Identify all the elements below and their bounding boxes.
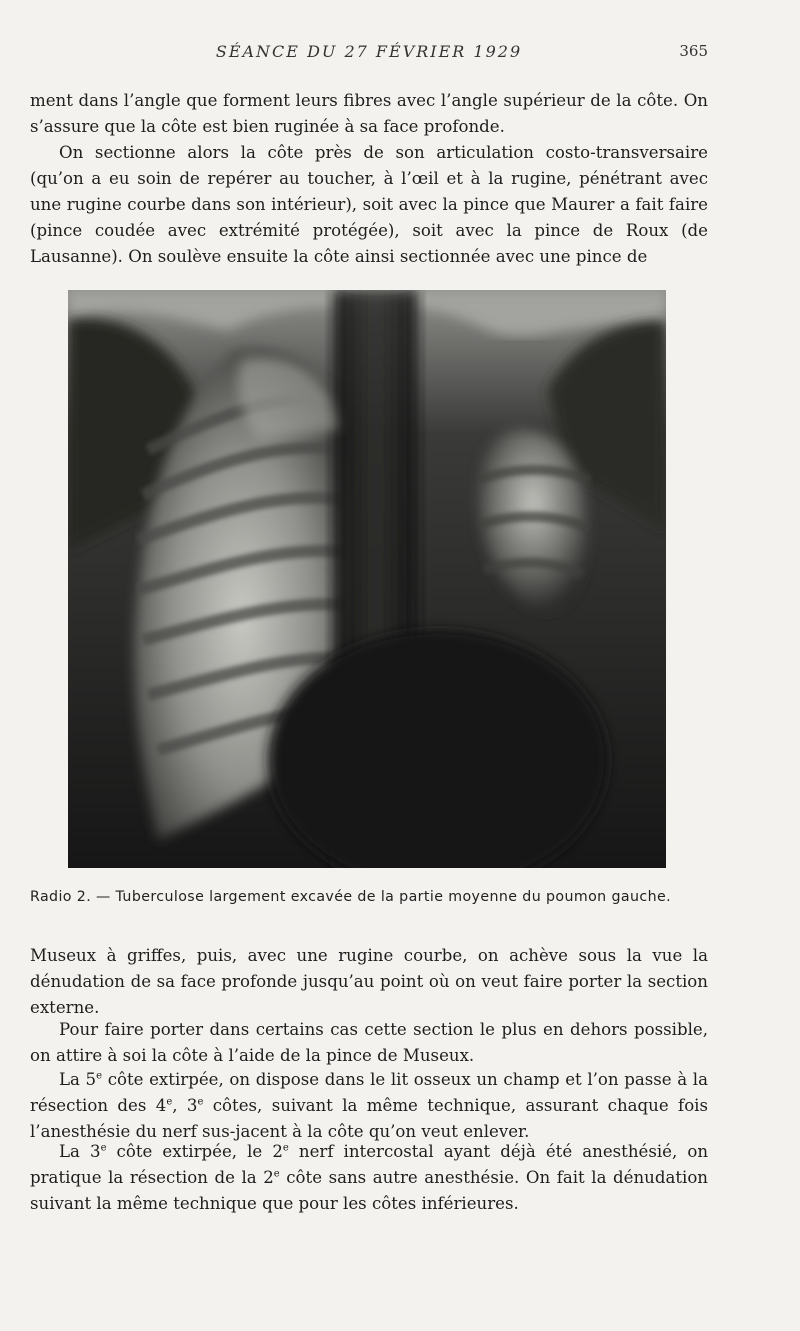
ordinal-suffix: e (100, 1142, 107, 1154)
paragraph-5-text-d: côtes, suivant la même technique, assurant chaque fois l’anesthésie du nerf sus-jacent à la côte qu’on veut enlever. (30, 1096, 709, 1141)
paragraph-6-text-d: côte sans autre anesthésie. On fait la dénudation suivant la même technique que pour les côtes inférieures. (30, 1168, 708, 1213)
paragraph-1: ment dans l’angle que forment leurs fibres avec l’angle supérieur de la côte. On s’assure que la côte est bien ruginée à sa face profonde. (30, 91, 708, 136)
ordinal-suffix: e (273, 1168, 280, 1180)
ordinal-suffix: e (96, 1070, 103, 1082)
ordinal-suffix: e (197, 1096, 204, 1108)
page-header (30, 42, 708, 66)
paragraph-2: On sectionne alors la côte près de son articulation costo-transversaire (qu’on a eu soin de repérer au toucher, à l’œil et à la rugine, pénétrant avec une rugine courbe dans son intérieur), soit avec la pince que Maurer a fait faire (pince coudée avec extrémité protégée), soit avec la pince de Roux (de Lausanne). On soulève ensuite la côte ainsi sectionnée avec une pince de (30, 143, 708, 266)
paragraph-5-text-c: , 3 (172, 1096, 198, 1115)
running-title: SÉANCE DU 27 FÉVRIER 1929 (215, 42, 523, 61)
paragraph-6-text-a: La 3 (59, 1142, 101, 1161)
radiograph-image (68, 290, 666, 868)
paragraph-6-text-b: côte extirpée, le 2 (106, 1142, 283, 1161)
paragraph-3: Museux à griffes, puis, avec une rugine courbe, on achève sous la vue la dénudation de sa face profonde jusqu’au point où on veut faire porter la section externe. (30, 946, 708, 1017)
paragraph-5 (30, 1067, 708, 1145)
chest-radiograph (68, 290, 666, 868)
paragraph-4: Pour faire porter dans certains cas cette section le plus en dehors possible, on attire à soi la côte à l’aide de la pince de Museux. (30, 1020, 708, 1065)
page-number: 365 (679, 42, 708, 60)
ordinal-suffix: e (166, 1096, 173, 1108)
paragraph-6-text-c: nerf intercostal ayant déjà été anesthésié, on pratique la résection de la 2 (30, 1142, 709, 1187)
figure-caption: Radio 2. — Tuberculose largement excavée de la partie moyenne du poumon gauche. (30, 889, 671, 905)
ordinal-suffix: e (282, 1142, 289, 1154)
paragraph-5-text-a: La 5 (59, 1070, 97, 1089)
paragraph-5-text-b: côte extirpée, on dispose dans le lit osseux un champ et l’on passe à la résection des 4 (30, 1070, 708, 1115)
paragraph-6 (30, 1139, 708, 1217)
